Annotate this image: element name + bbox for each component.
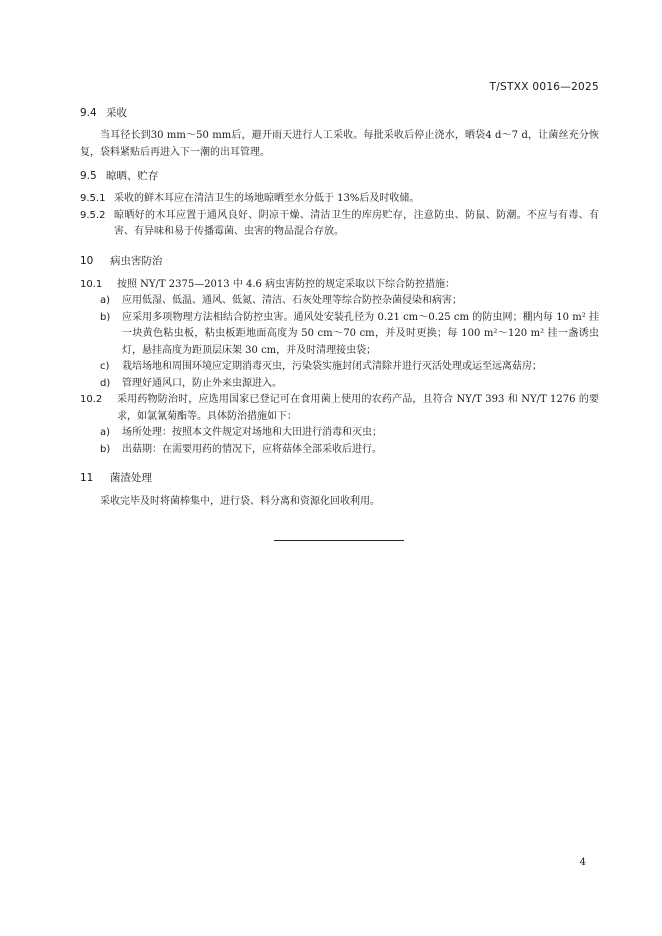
section-title: 菌渣处理	[110, 472, 152, 484]
section-title: 晾晒、贮存	[106, 170, 159, 182]
section-10-heading	[80, 254, 599, 269]
list-label: a)	[100, 427, 111, 438]
list-label: b)	[100, 443, 111, 455]
clause-9-5-1	[80, 191, 599, 208]
list-item	[80, 310, 599, 360]
section-9-5-heading	[80, 169, 599, 184]
list-label: c)	[100, 361, 110, 372]
clause-9-5-2	[80, 208, 599, 241]
section-11-body: 采收完毕及时将菌棒集中，进行袋、料分离和资源化回收利用。	[100, 496, 380, 507]
list-item	[80, 376, 599, 393]
section-11-heading	[80, 471, 599, 486]
list-label: d)	[100, 377, 111, 389]
clause-10-1	[80, 277, 599, 294]
document-code: T/STXX 0016—2025	[489, 81, 599, 93]
clause-10-2	[80, 392, 599, 425]
clause-text: 按照 NY/T 2375—2013 中 4.6 病虫害防控的规定采取以下综合防控措施：	[117, 278, 456, 290]
list-text: 应用低湿、低温、通风、低氮、清洁、石灰处理等综合防控杂菌侵染和病害；	[122, 295, 462, 306]
list-label: a)	[100, 295, 111, 306]
clause-number: 10.1	[80, 278, 103, 290]
list-item	[80, 359, 599, 376]
document-body	[80, 106, 599, 511]
clause-number: 9.5.2	[80, 209, 106, 221]
section-title: 病虫害防治	[110, 254, 163, 267]
list-text: 出菇期：在需要用药的情况下，应将菇体全部采收后进行。	[122, 443, 382, 455]
end-rule	[274, 540, 404, 541]
section-number: 9.4	[80, 107, 97, 119]
clause-number: 10.2	[80, 394, 103, 405]
page-number: 4	[579, 857, 586, 868]
clause-text: 采用药物防治时，应选用国家已登记可在食用菌上使用的农药产品，且符合 NY/T 393 和 NY/T 1276 的要求，如氯氰菊酯等。具体防治措施如下：	[117, 394, 599, 422]
list-text: 场所处理：按照本文件规定对场地和大田进行消毒和灭虫；	[122, 427, 382, 438]
section-9-4-heading	[80, 106, 599, 121]
list-text: 应采用多项物理方法相结合防控虫害。通风处安装孔径为 0.21 cm～0.25 cm 的防虫网；棚内每 10 m² 挂一块黄色粘虫板，粘虫板距地面高度为 50 cm～70 cm，并及时更换；每 100 m²～120 m² 挂一盏诱虫灯，悬挂高度为距顶层床架 30 cm，并及时清理接虫袋；	[122, 311, 599, 356]
list-text: 栽培场地和周围环境应定期消毒灭虫，污染袋实施封闭式清除并进行灭活处理或运至远离菇房；	[122, 361, 542, 372]
section-number: 9.5	[80, 170, 97, 182]
section-number: 10	[80, 254, 94, 267]
section-number: 11	[80, 472, 94, 484]
section-9-4-body: 当耳径长到30 mm～50 mm后，避开雨天进行人工采收。每批采收后停止浇水，晒袋4 d～7 d，让菌丝充分恢复，袋料紧贴后再进入下一潮的出耳管理。	[80, 130, 599, 158]
clause-text: 晾晒好的木耳应置于通风良好、阴凉干燥、清洁卫生的库房贮存，注意防虫、防鼠、防潮。不应与有毒、有害、有异味和易于传播霉菌、虫害的物品混合存放。	[114, 209, 599, 237]
list-item	[80, 425, 599, 442]
clause-number: 9.5.1	[80, 193, 106, 204]
list-text: 管理好通风口，防止外来虫源进入。	[122, 377, 282, 389]
section-title: 采收	[106, 107, 127, 119]
list-item	[80, 293, 599, 310]
list-label: b)	[100, 311, 111, 323]
list-item	[80, 442, 599, 459]
clause-text: 采收的鲜木耳应在清洁卫生的场地晾晒至水分低于 13%后及时收储。	[114, 193, 420, 204]
